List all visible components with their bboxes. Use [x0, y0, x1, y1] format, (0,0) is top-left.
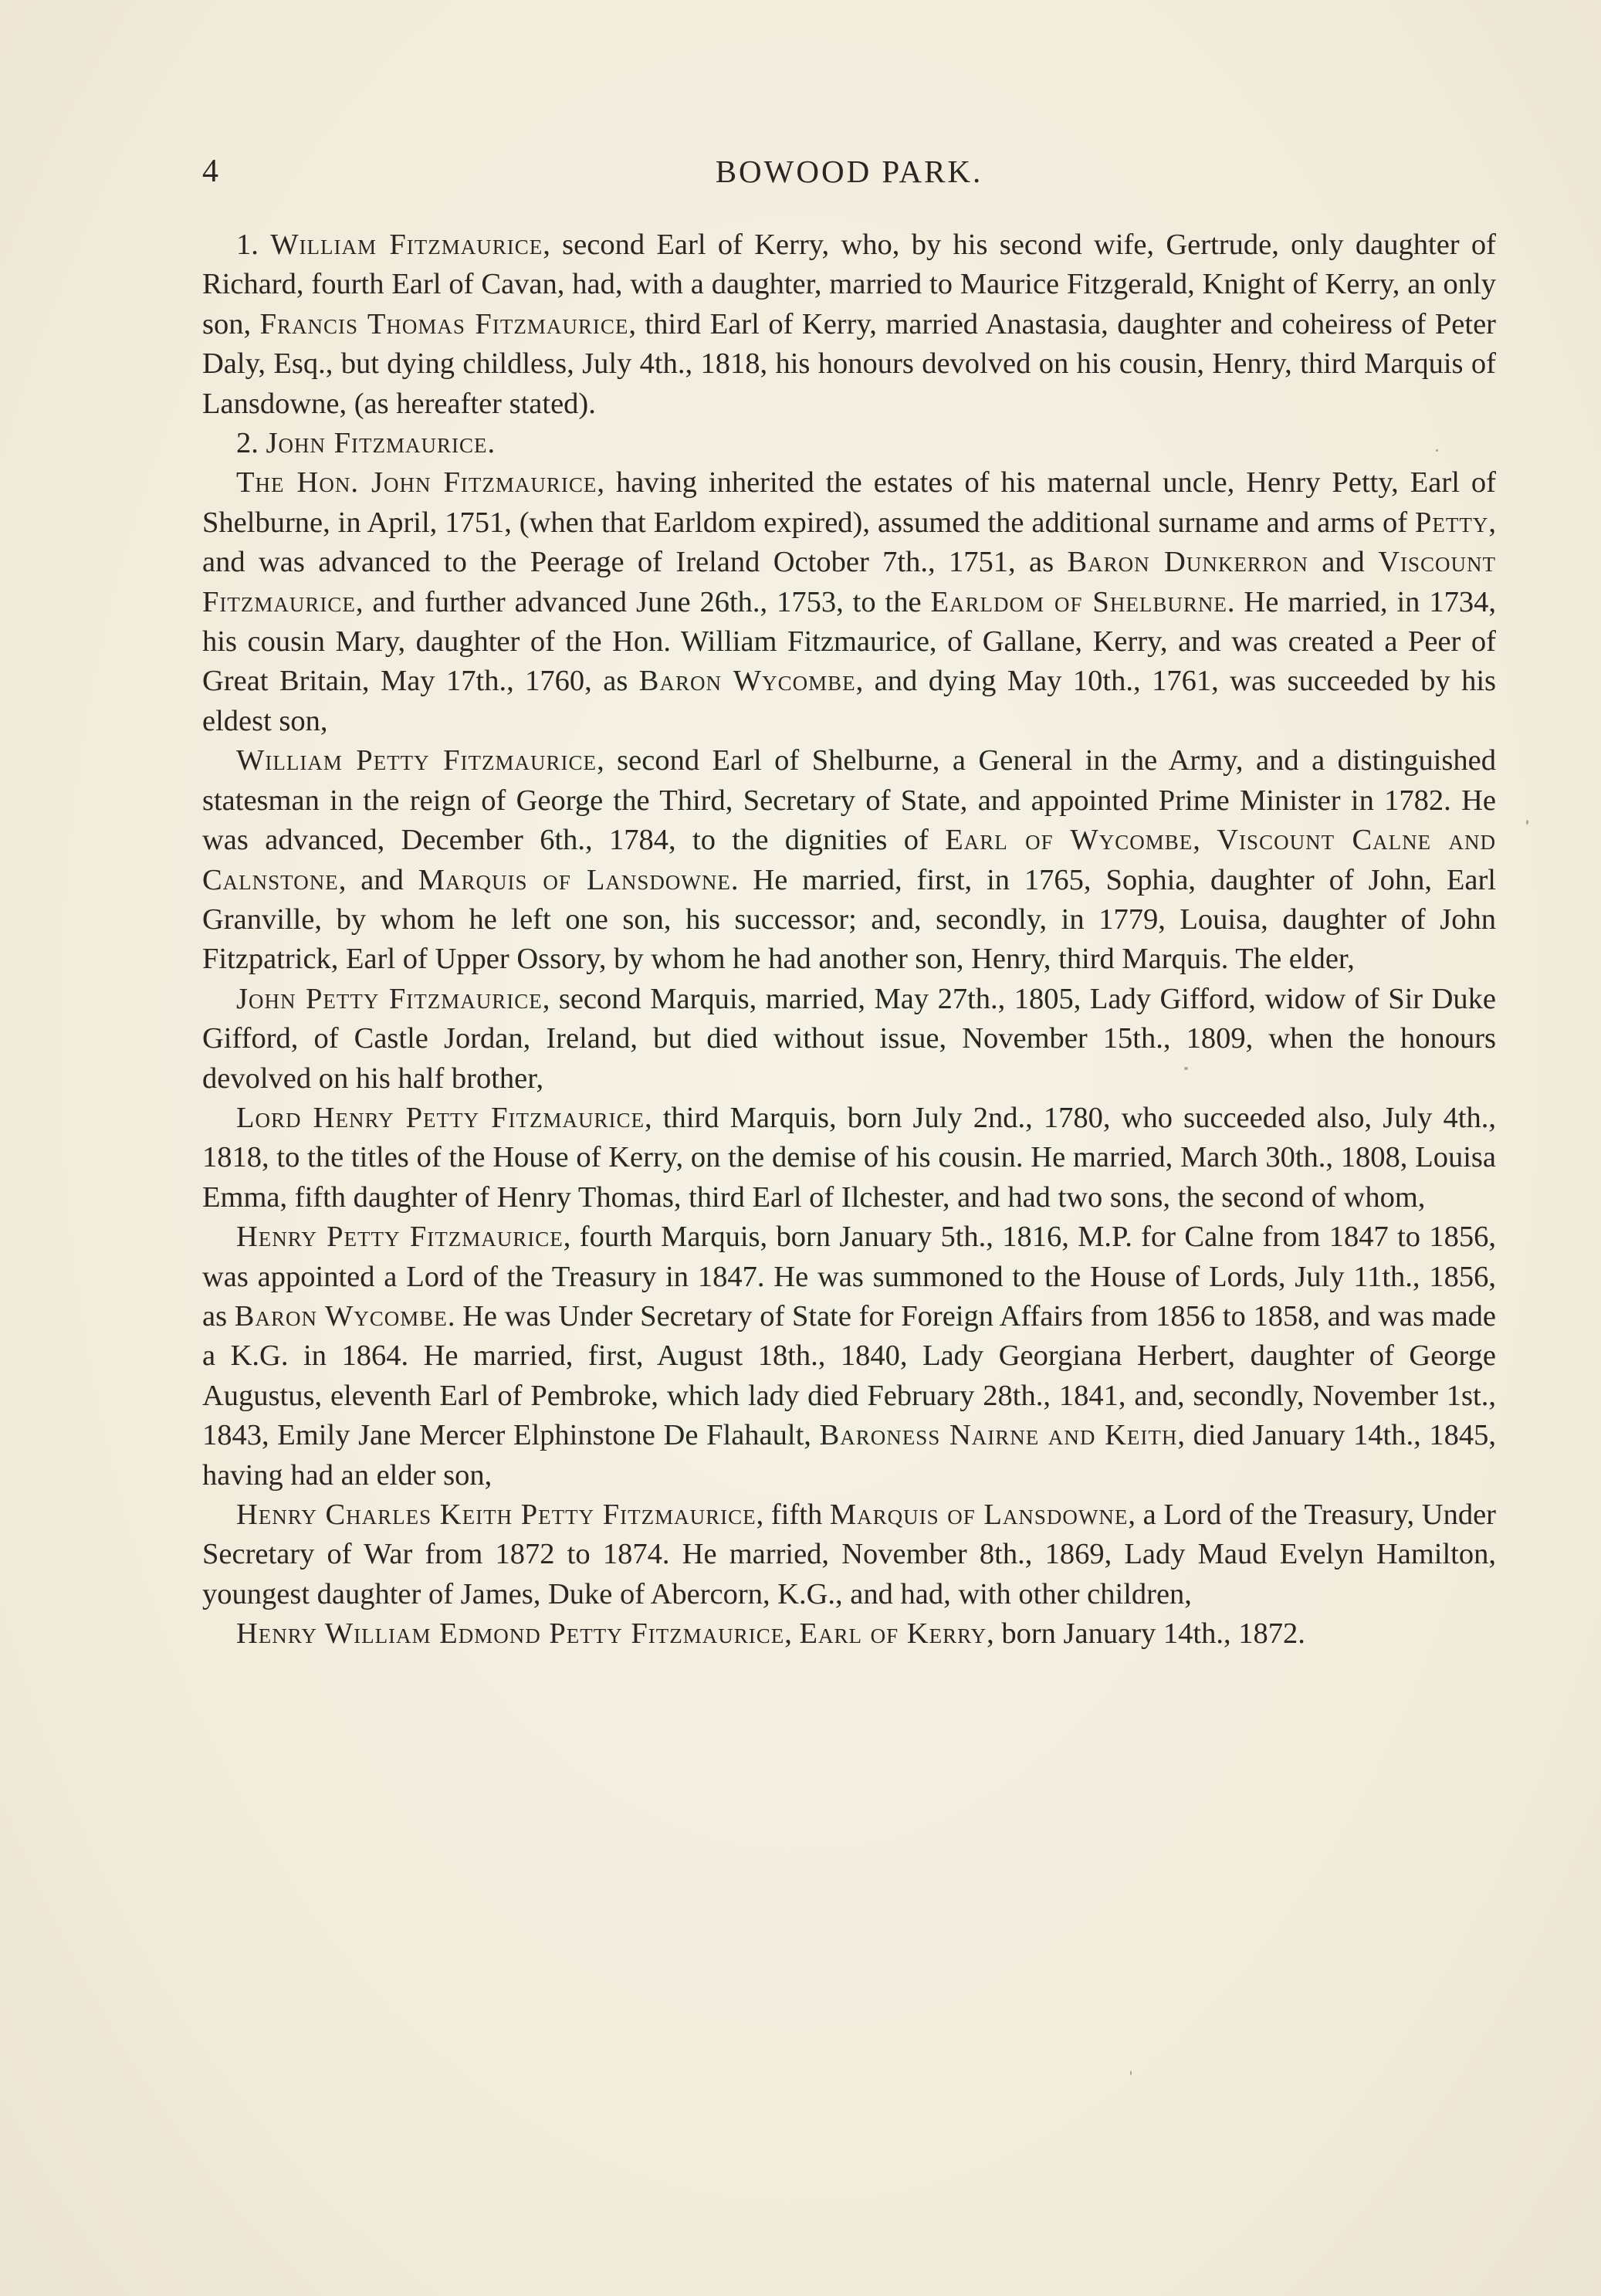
- paragraph-2: [202, 424, 1496, 463]
- text-run: ,: [1193, 824, 1217, 857]
- page-number: 4: [202, 154, 219, 189]
- title-viscount-fitzmaurice: Viscount Fitzmaurice: [202, 546, 1496, 618]
- text-run: ,: [784, 1617, 800, 1651]
- title-earldom-of-shelburne: Earldom of Shelburne: [930, 585, 1227, 618]
- text-run: , and was advanced to the Peerage of Ireland October 7th., 1751, as: [202, 506, 1496, 579]
- running-head: BOWOOD PARK.: [715, 154, 983, 189]
- text-run: , a Lord of the Treasury, Under Secretary of War from 1872 to 1874. He married, November 8th., 1869, Lady Maud Evelyn Hamilton, youngest daughter of James, Duke of Abercorn, K.G., and had, with other children,: [202, 1498, 1497, 1610]
- text-run: , and further advanced June 26th., 1753, to the: [355, 585, 931, 618]
- name-william-fitzmaurice: William Fitzmaurice: [270, 229, 543, 261]
- title-marquis-of-lansdowne: Marquis of Lansdowne: [418, 863, 731, 896]
- text-run: , fifth: [756, 1498, 830, 1531]
- paragraph-1: [202, 225, 1496, 424]
- text-run: , having inherited the estates of his maternal uncle, Henry Petty, Earl of Shelburne, in April, 1751, (when that Earldom expired), assumed the additional surname and arms of: [202, 466, 1496, 539]
- name-lord-henry-petty-fitzmaurice: Lord Henry Petty Fitzmaurice: [236, 1101, 645, 1134]
- title-earl-of-wycombe: Earl of Wycombe: [945, 824, 1193, 857]
- text-run: . He was Under Secretary of State for Foreign Affairs from 1856 to 1858, and was made a K.G. in 1864. He married, first, August 18th., 1840, Lady Georgiana Herbert, daughter of George Augustus, eleventh Earl of Pembroke, which lady died February 28th., 1841, and, secondly, November 1st., 1843, Emily Jane Mercer Elphinstone De Flahault,: [202, 1299, 1497, 1452]
- text-run: , second Marquis, married, May 27th., 1805, Lady Gifford, widow of Sir Duke Gifford, of Castle Jordan, Ireland, but died without issue, November 15th., 1809, when the honours devolved on his half brother,: [202, 982, 1497, 1095]
- paragraph-4: [202, 741, 1496, 979]
- text-run: , third Earl of Kerry, married Anastasia, daughter and coheiress of Peter Daly, Esq., but dying childless, July 4th., 1818, his honours devolved on his cousin, Henry, third Marquis of Lansdowne, (as hereafter stated).: [202, 307, 1496, 420]
- title-baron-wycombe: Baron Wycombe: [234, 1299, 448, 1333]
- text-run: . He married, first, in 1765, Sophia, daughter of John, Earl Granville, by whom he left one son, his successor; and, secondly, in 1779, Louisa, daughter of John Fitzpatrick, Earl of Upper Ossory, by whom he had another son, Henry, third Marquis. The elder,: [202, 863, 1496, 976]
- title-marquis-of-lansdowne: Marquis of Lansdowne: [829, 1498, 1129, 1531]
- text-run: and: [1308, 546, 1379, 579]
- title-baron-wycombe: Baron Wycombe: [638, 665, 856, 698]
- paragraph-5: [202, 980, 1496, 1099]
- paper-speck: [1130, 2071, 1132, 2075]
- text-run: 1.: [236, 229, 271, 261]
- paper-speck: [1436, 449, 1438, 452]
- body-text: [202, 225, 1496, 1654]
- text-run: 2.: [236, 427, 266, 460]
- paragraph-9: [202, 1614, 1496, 1654]
- text-run: , and dying May 10th., 1761, was succeeded by his eldest son,: [202, 665, 1497, 737]
- paragraph-6: [202, 1099, 1496, 1217]
- paper-speck: [1184, 1067, 1188, 1070]
- name-john-petty-fitzmaurice: John Petty Fitzmaurice: [236, 982, 543, 1015]
- name-henry-petty-fitzmaurice: Henry Petty Fitzmaurice: [236, 1221, 564, 1254]
- name-john-fitzmaurice: John Fitzmaurice.: [266, 427, 496, 460]
- text-run: , fourth Marquis, born January 5th., 1816, M.P. for Calne from 1847 to 1856, was appointed a Lord of the Treasury in 1847. He was summoned to the House of Lords, July 11th., 1856, as: [202, 1221, 1496, 1333]
- name-william-petty-fitzmaurice: William Petty Fitzmaurice: [236, 744, 597, 777]
- text-run: , second Earl of Kerry, who, by his second wife, Gertrude, only daughter of Richard, fourth Earl of Cavan, had, with a daughter, married to Maurice Fitzgerald, Knight of Kerry, an only son,: [202, 229, 1496, 340]
- title-earl-of-kerry: Earl of Kerry: [799, 1617, 987, 1651]
- name-petty: Petty: [1414, 506, 1489, 539]
- name-henry-charles-keith-petty-fitzmaurice: Henry Charles Keith Petty Fitzmaurice: [236, 1498, 756, 1531]
- page-header: [202, 153, 1496, 199]
- paper-speck: [1526, 820, 1528, 825]
- name-hon-john-fitzmaurice: The Hon. John Fitzmaurice: [236, 466, 597, 499]
- title-viscount-calne: Viscount Calne and Calnstone: [202, 824, 1496, 896]
- paragraph-8: [202, 1495, 1496, 1614]
- text-run: , third Marquis, born July 2nd., 1780, who succeeded also, July 4th., 1818, to the titles of the House of Kerry, on the demise of his cousin. He married, March 30th., 1808, Louisa Emma, fifth daughter of Henry Thomas, third Earl of Ilchester, and had two sons, the second of whom,: [202, 1101, 1496, 1214]
- text-run: . He married, in 1734, his cousin Mary, daughter of the Hon. William Fitzmaurice, of Gallane, Kerry, and was created a Peer of Great Britain, May 17th., 1760, as: [202, 585, 1496, 698]
- text-run: , and: [338, 863, 418, 896]
- paragraph-3: [202, 463, 1496, 741]
- name-francis-thomas-fitzmaurice: Francis Thomas Fitzmaurice: [259, 307, 629, 340]
- text-run: , died January 14th., 1845, having had an elder son,: [202, 1419, 1496, 1492]
- name-henry-william-edmond-petty-fitzmaurice: Henry William Edmond Petty Fitzmaurice: [236, 1617, 785, 1651]
- paragraph-7: [202, 1217, 1496, 1495]
- text-run: , born January 14th., 1872.: [987, 1617, 1305, 1651]
- text-run: , second Earl of Shelburne, a General in the Army, and a distinguished statesman in the reign of George the Third, Secretary of State, and appointed Prime Minister in 1782. He was advanced, December 6th., 1784, to the dignities of: [202, 744, 1496, 857]
- title-baron-dunkerron: Baron Dunkerron: [1067, 546, 1308, 579]
- title-baroness-nairne-and-keith: Baroness Nairne and Keith: [819, 1419, 1178, 1452]
